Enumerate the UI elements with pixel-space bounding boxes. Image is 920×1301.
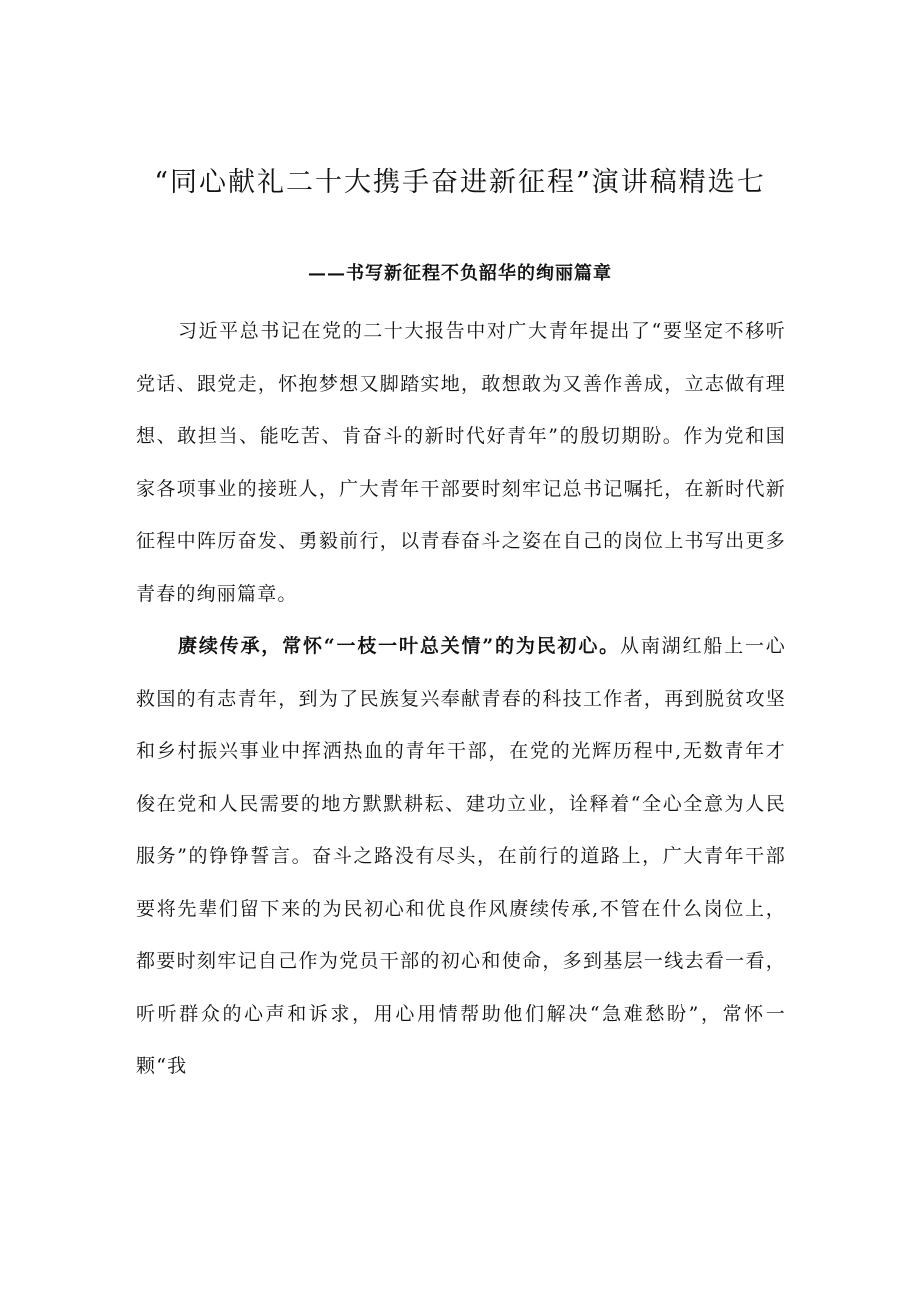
body-paragraph-1 bbox=[136, 305, 786, 620]
document-subtitle: ——书写新征程不负韶华的绚丽篇章 bbox=[308, 263, 612, 284]
paragraph-2-lead: 赓续传承，常怀“一枝一叶总关情”的为民初心。 bbox=[178, 635, 621, 657]
document-title: “同心献礼二十大携手奋进新征程”演讲稿精选七 bbox=[154, 167, 766, 198]
body-paragraph-2 bbox=[136, 620, 786, 1093]
paragraph-2-text: 从南湖红船上一心救国的有志青年，到为了民族复兴奉献青春的科技工作者，再到脱贫攻坚和乡村振兴事业中挥洒热血的青年干部，在党的光辉历程中,无数青年才俊在党和人民需要的地方默默耕耘、建功立业，诠释着“全心全意为人民服务”的铮铮誓言。奋斗之路没有尽头，在前行的道路上，广大青年干部要将先辈们留下来的为民初心和优良作风赓续传承,不管在什么岗位上，都要时刻牢记自己作为党员干部的初心和使命，多到基层一线去看一看，听听群众的心声和诉求，用心用情帮助他们解决“急难愁盼”，常怀一颗“我 bbox=[136, 635, 786, 1077]
paragraph-1-text: 习近平总书记在党的二十大报告中对广大青年提出了“要坚定不移听党话、跟党走，怀抱梦想又脚踏实地，敢想敢为又善作善成，立志做有理想、敢担当、能吃苦、肯奋斗的新时代好青年”的殷切期盼。作为党和国家各项事业的接班人，广大青年干部要时刻牢记总书记嘱托，在新时代新征程中阵厉奋发、勇毅前行，以青春奋斗之姿在自己的岗位上书写出更多青春的绚丽篇章。 bbox=[136, 320, 786, 605]
document-body bbox=[136, 305, 786, 1093]
